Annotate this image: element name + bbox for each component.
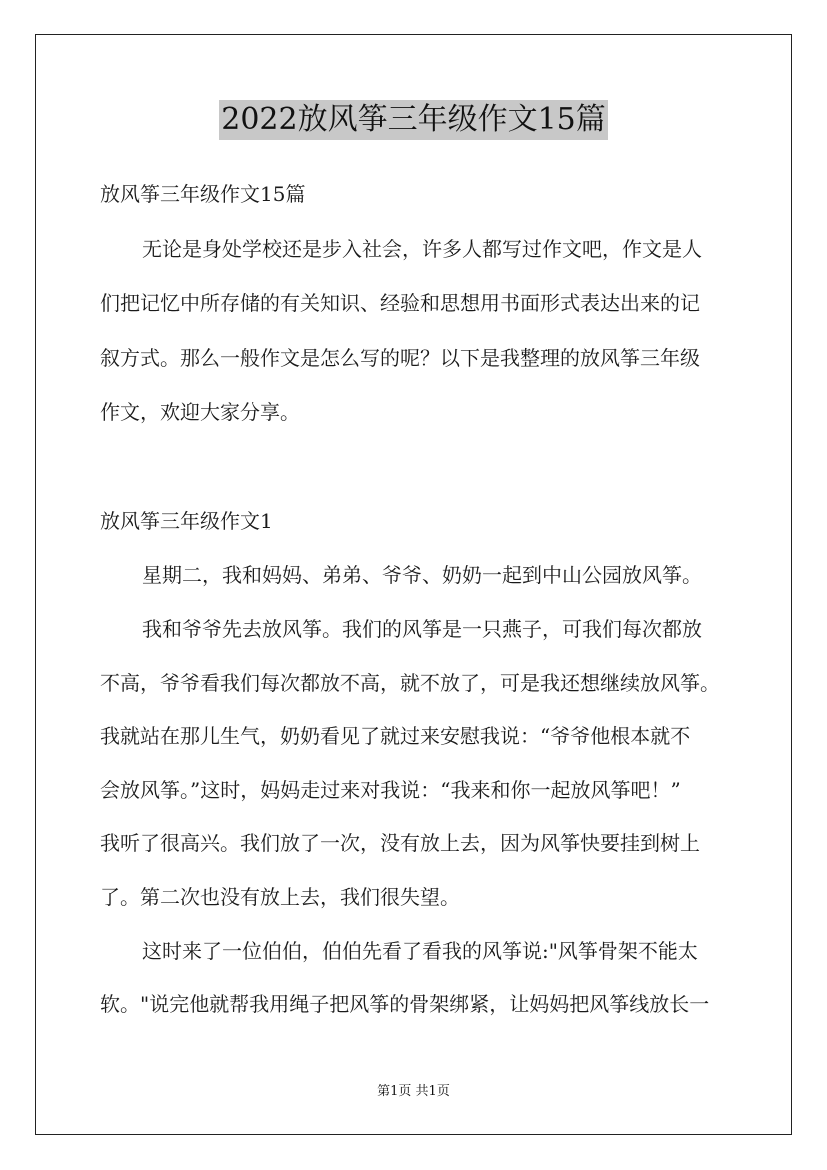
body-line-4: 我就站在那儿生气，奶奶看见了就过来安慰我说：“爷爷他根本就不 [100,724,691,748]
body-line-2: 我和爷爷先去放风筝。我们的风筝是一只燕子，可我们每次都放 [142,617,702,641]
intro-line-4: 作文，欢迎大家分享。 [100,400,300,424]
intro-line-3: 叙方式。那么一般作文是怎么写的呢？以下是我整理的放风筝三年级 [100,346,700,370]
body-line-5: 会放风筝。”这时，妈妈走过来对我说：“我来和你一起放风筝吧！” [100,778,681,802]
intro-line-2: 们把记忆中所存储的有关知识、经验和思想用书面形式表达出来的记 [100,291,700,315]
body-line-7: 了。第二次也没有放上去，我们很失望。 [100,885,460,909]
body-line-3: 不高，爷爷看我们每次都放不高，就不放了，可是我还想继续放风筝。 [100,671,720,695]
body-line-6: 我听了很高兴。我们放了一次，没有放上去，因为风筝快要挂到树上 [100,831,700,855]
section-heading: 放风筝三年级作文1 [100,509,273,533]
page-number-footer: 第1页 共1页 [377,1084,450,1099]
body-line-9: 软。"说完他就帮我用绳子把风筝的骨架绑紧，让妈妈把风筝线放长一 [100,992,710,1016]
body-line-1: 星期二，我和妈妈、弟弟、爷爷、奶奶一起到中山公园放风筝。 [142,563,702,587]
subtitle: 放风筝三年级作文15篇 [100,182,306,206]
title-container [0,100,827,140]
document-title: 2022放风筝三年级作文15篇 [219,100,608,140]
body-line-8: 这时来了一位伯伯，伯伯先看了看我的风筝说:"风筝骨架不能太 [142,939,698,963]
intro-line-1: 无论是身处学校还是步入社会，许多人都写过作文吧，作文是人 [142,237,702,261]
